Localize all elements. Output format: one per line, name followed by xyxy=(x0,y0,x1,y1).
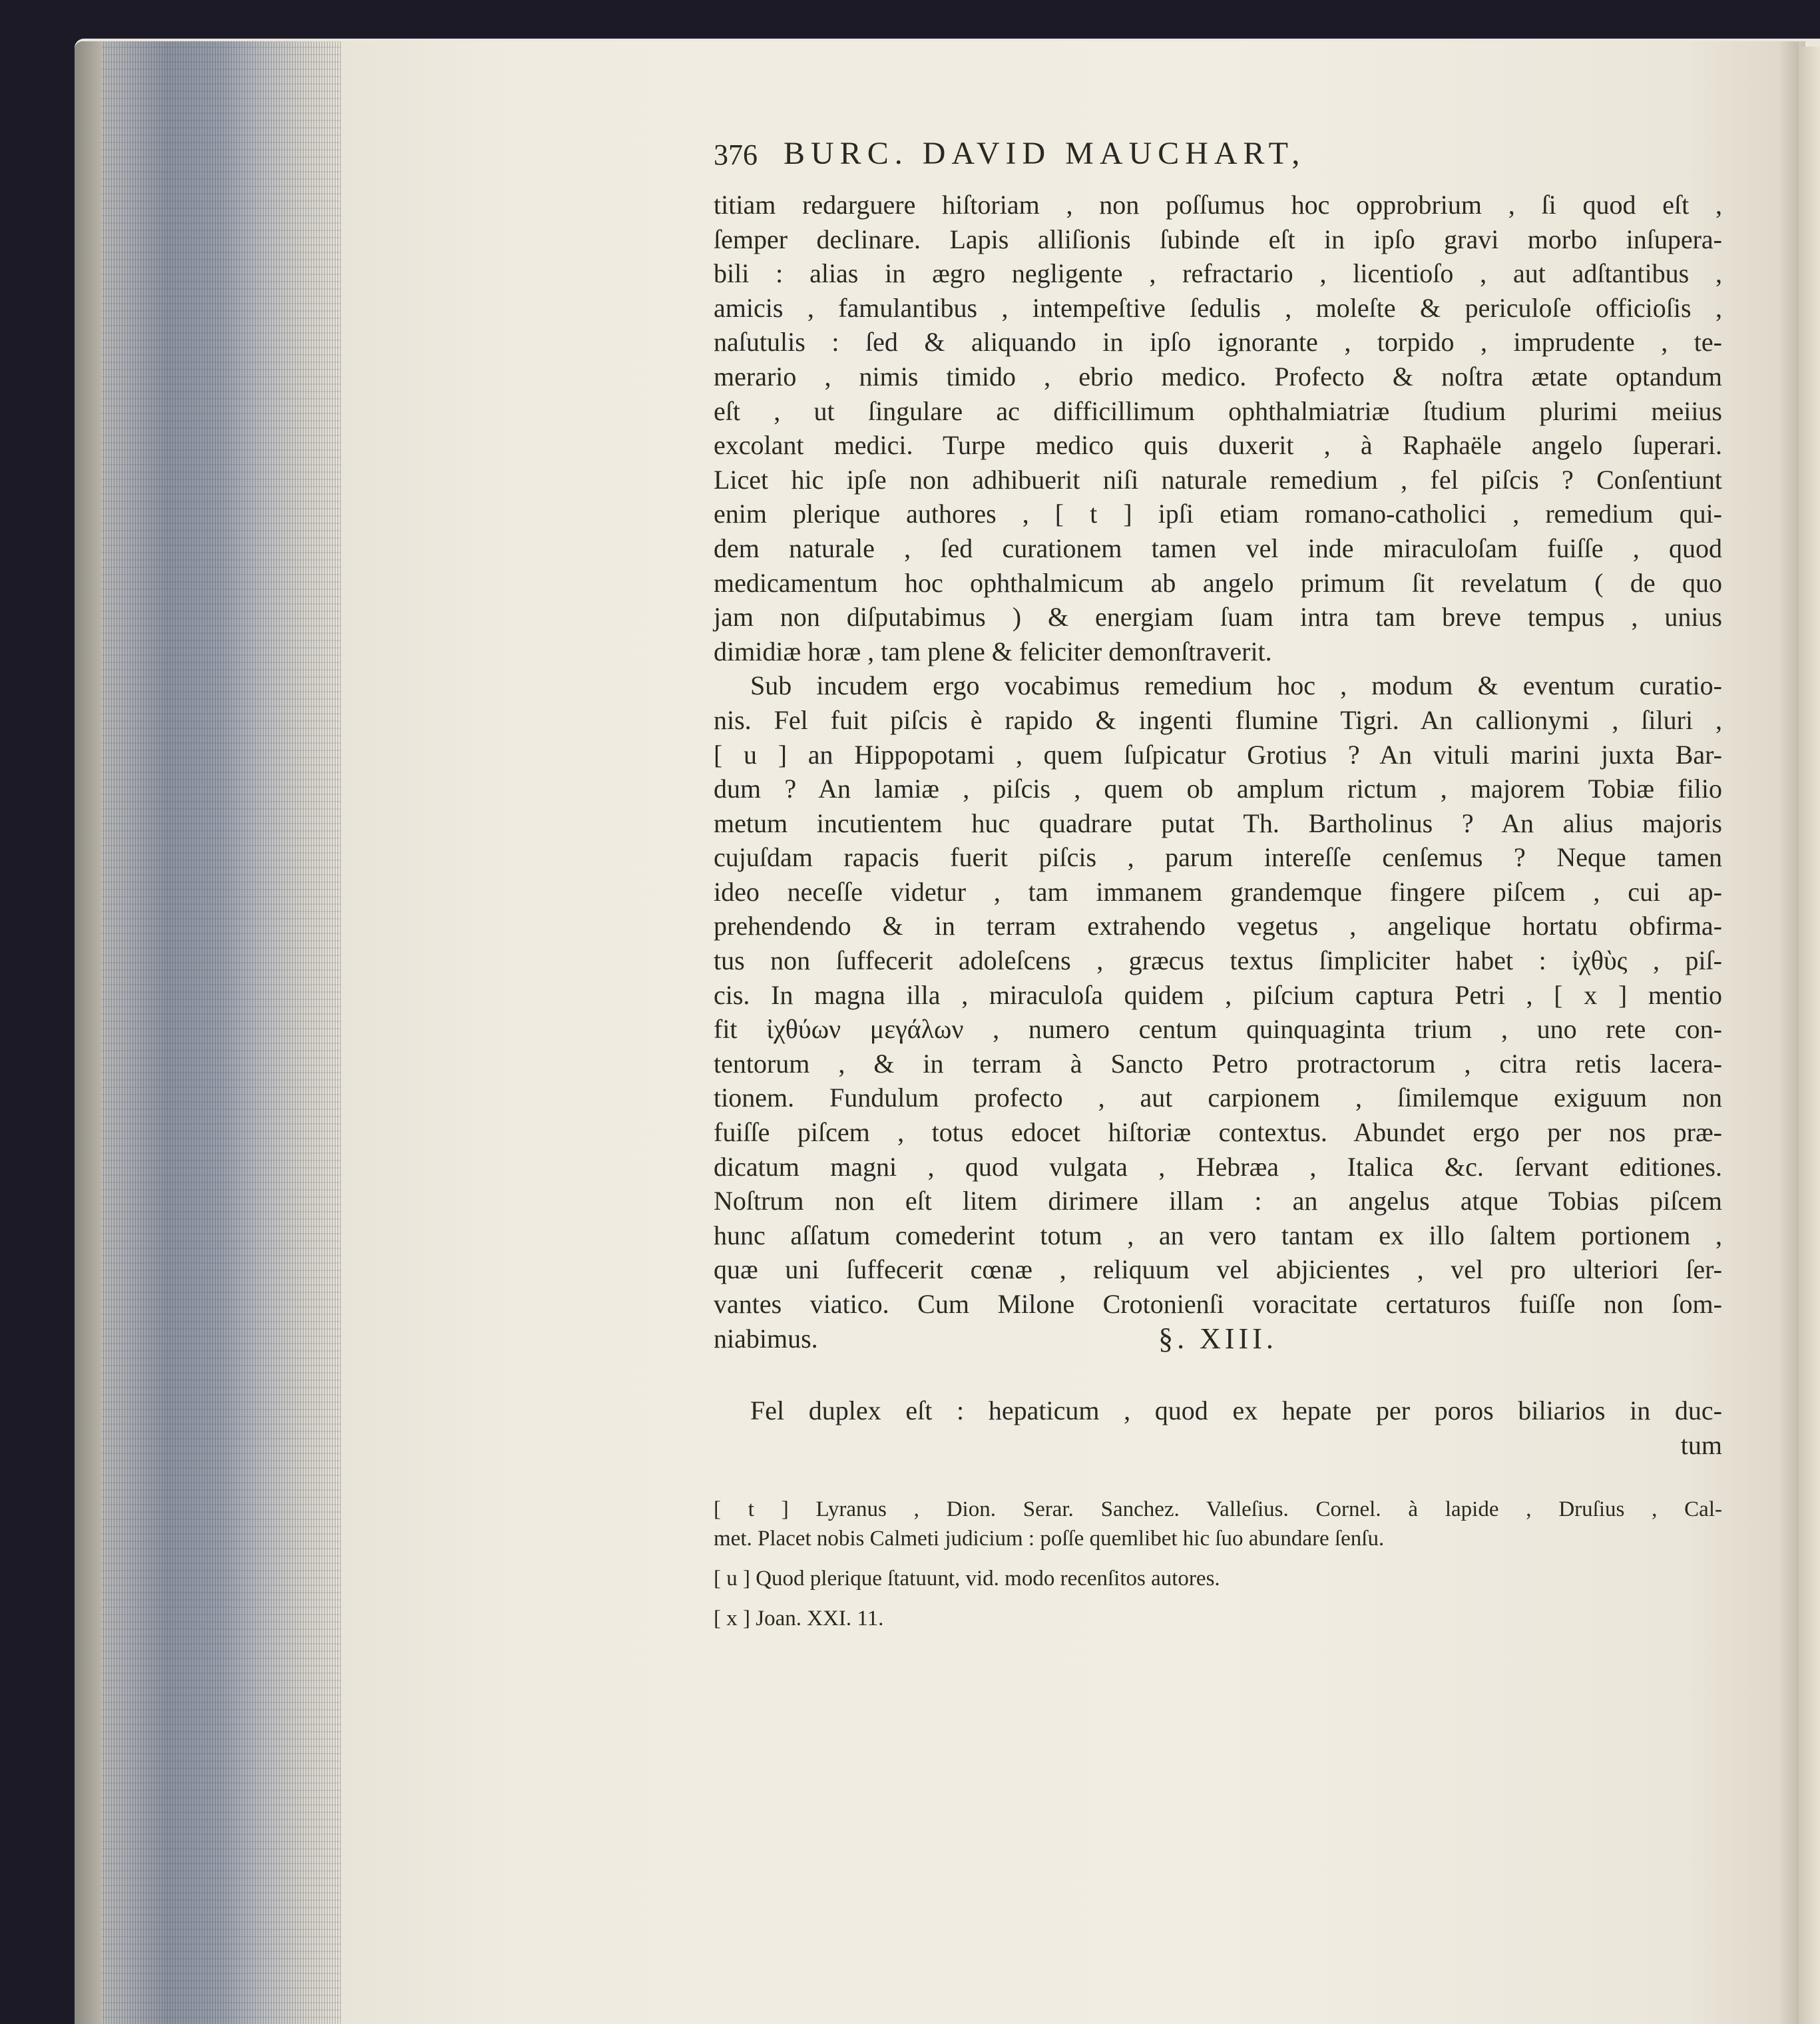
text-line: quæ uni ſuffecerit cœnæ , reliquum vel abjicientes , vel pro ulteriori ſer- xyxy=(714,1254,1722,1285)
page-edges xyxy=(75,41,341,2024)
text-line: hunc aſſatum comederint totum , an vero tantam ex illo ſaltem portionem , xyxy=(714,1220,1722,1250)
footnote-line: [ t ] Lyranus , Dion. Serar. Sanchez. Valleſius. Cornel. à lapide , Druſius , Cal- xyxy=(714,1497,1722,1521)
text-line: merario , nimis timido , ebrio medico. Profecto & noſtra ætate optandum xyxy=(714,361,1722,391)
page-header xyxy=(714,130,1722,176)
text-line: cis. In magna illa , miraculoſa quidem , piſcium captura Petri , [ x ] mentio xyxy=(714,979,1722,1010)
footnote-line: [ u ] Quod plerique ſtatuunt, vid. modo recenſitos autores. xyxy=(714,1567,1220,1591)
text-line: nis. Fel fuit piſcis è rapido & ingenti flumine Tigri. An callionymi , ſiluri , xyxy=(714,704,1722,735)
running-head: BURC. DAVID MAUCHART, xyxy=(784,136,1306,171)
text-line: Fel duplex eſt : hepaticum , quod ex hepate per poros biliarios in duc- xyxy=(750,1395,1722,1425)
text-line: ideo neceſſe videtur , tam immanem grandemque fingere piſcem , cui ap- xyxy=(714,876,1722,907)
text-line: eſt , ut ſingulare ac difficillimum ophthalmiatriæ ſtudium plurimi meiius xyxy=(714,395,1722,426)
text-line: naſutulis : ſed & aliquando in ipſo ignorante , torpido , imprudente , te- xyxy=(714,327,1722,358)
text-line: [ u ] an Hippopotami , quem ſuſpicatur Grotius ? An vituli marini juxta Bar- xyxy=(714,739,1722,770)
text-line: medicamentum hoc ophthalmicum ab angelo primum ſit revelatum ( de quo xyxy=(714,567,1722,598)
text-line: fit ἰχθύων μεγάλων , numero centum quinquaginta trium , uno rete con- xyxy=(714,1014,1722,1045)
text-line: bili : alias in ægro negligente , refractario , licentioſo , aut adſtantibus , xyxy=(714,258,1722,289)
book-spine-edge xyxy=(75,41,101,2024)
footnote-line: met. Placet nobis Calmeti judicium : poſſe quemlibet hic ſuo abundare ſenſu. xyxy=(714,1527,1385,1551)
footnotes xyxy=(714,1495,1722,1633)
facing-page-edge xyxy=(1799,47,1820,2024)
text-line: dum ? An lamiæ , piſcis , quem ob amplum rictum , majorem Tobiæ filio xyxy=(714,774,1722,804)
text-line: amicis , famulantibus , intempeſtive ſedulis , moleſte & periculoſe officioſis , xyxy=(714,292,1722,323)
catchword: tum xyxy=(1680,1429,1722,1460)
text-line: tentorum , & in terram à Sancto Petro protractorum , citra retis lacera- xyxy=(714,1048,1722,1079)
text-line: Sub incudem ergo vocabimus remedium hoc , modum & eventum curatio- xyxy=(750,670,1722,701)
text-line: niabimus. xyxy=(714,1323,818,1354)
text-line: fuiſſe piſcem , totus edocet hiſtoriæ contextus. Abundet ergo per nos præ- xyxy=(714,1117,1722,1148)
text-line: dem naturale , ſed curationem tamen vel inde miraculoſam fuiſſe , quod xyxy=(714,533,1722,563)
text-line: Licet hic ipſe non adhibuerit niſi naturale remedium , fel piſcis ? Conſentiunt xyxy=(714,464,1722,495)
section-heading: §. XIII. xyxy=(1158,1322,1277,1355)
text-line: ſemper declinare. Lapis alliſionis ſubinde eſt in ipſo gravi morbo inſupera- xyxy=(714,224,1722,254)
text-line: tionem. Fundulum profecto , aut carpionem , ſimilemque exiguum non xyxy=(714,1083,1722,1113)
text-line: enim plerique authores , [ t ] ipſi etiam romano-catholici , remedium qui- xyxy=(714,499,1722,529)
main-text xyxy=(714,188,1722,1356)
text-line: Noſtrum non eſt litem dirimere illam : an angelus atque Tobias piſcem xyxy=(714,1186,1722,1216)
page-number: 376 xyxy=(714,138,758,171)
text-line: titiam redarguere hiſtoriam , non poſſumus hoc opprobrium , ſi quod eſt , xyxy=(714,190,1722,220)
text-line: metum incutientem huc quadrare putat Th. Bartholinus ? An alius majoris xyxy=(714,808,1722,838)
text-line: dicatum magni , quod vulgata , Hebræa , Italica &c. ſervant editiones. xyxy=(714,1151,1722,1182)
text-line: prehendendo & in terram extrahendo vegetus , angelique hortatu obfirma- xyxy=(714,911,1722,941)
text-line: tus non ſuffecerit adoleſcens , græcus textus ſimpliciter habet : ἰχθὺς , piſ- xyxy=(714,945,1722,976)
text-line: excolant medici. Turpe medico quis duxerit , à Raphaële angelo ſuperari. xyxy=(714,430,1722,461)
footnote-line: [ x ] Joan. XXI. 11. xyxy=(714,1607,884,1631)
section-text xyxy=(714,1393,1722,1462)
text-line: cujuſdam rapacis fuerit piſcis , parum intereſſe cenſemus ? Neque tamen xyxy=(714,842,1722,873)
text-line: jam non diſputabimus ) & energiam ſuam intra tam breve tempus , unius xyxy=(714,602,1722,632)
text-line: vantes viatico. Cum Milone Crotonienſi voracitate certaturos fuiſſe non ſom- xyxy=(714,1289,1722,1319)
text-line: dimidiæ horæ , tam plene & feliciter demonſtraverit. xyxy=(714,636,1272,666)
